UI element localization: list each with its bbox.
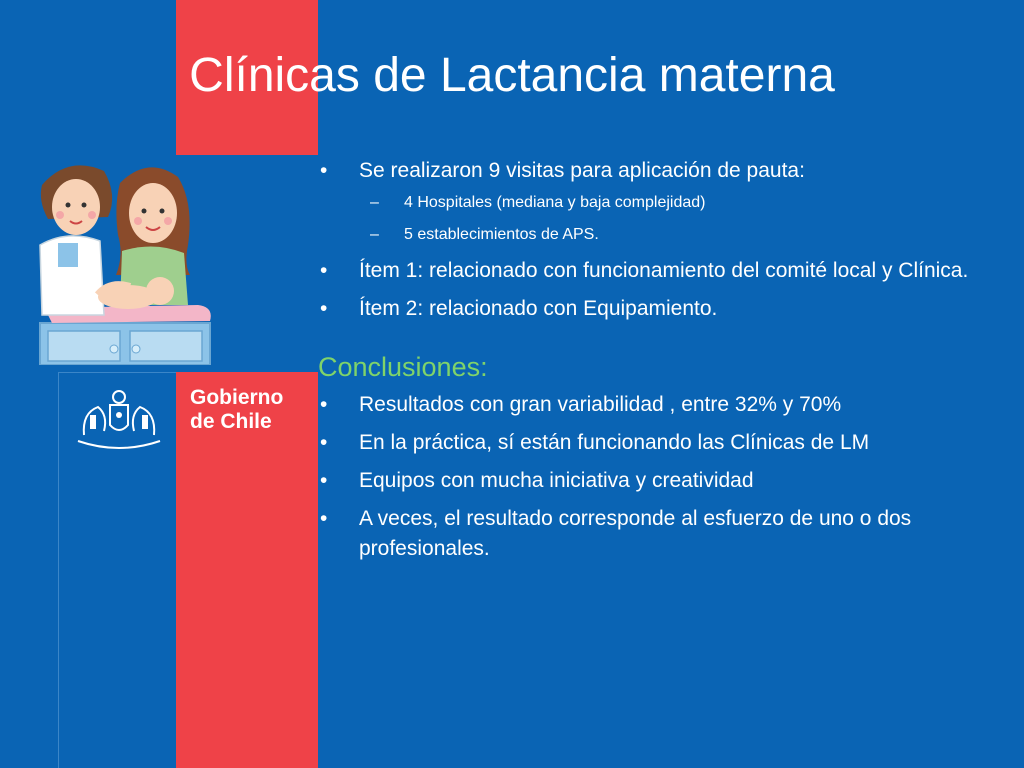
bullet-dot: • (320, 507, 328, 530)
bullet-dot: • (320, 431, 328, 454)
bullet-dot: • (320, 297, 328, 320)
bullet-dot: • (320, 393, 328, 416)
conclusion-item (318, 428, 1008, 458)
bullet-text: Ítem 1: relacionado con funcionamiento del comité local y Clínica. (359, 259, 969, 282)
conclusion-text: Equipos con mucha iniciativa y creatividad (359, 469, 754, 492)
bullet-item (318, 256, 1008, 286)
sub-bullet-item (318, 192, 1008, 214)
sub-bullet-text: 4 Hospitales (mediana y baja complejidad) (404, 194, 706, 211)
sub-bullet-list (318, 192, 1008, 246)
bullet-text: Se realizaron 9 visitas para aplicación de pauta: (359, 159, 805, 182)
conclusion-item (318, 390, 1008, 420)
sub-bullet-dash: – (370, 226, 379, 243)
gobierno-de-chile-logo (190, 386, 283, 434)
slide-title: Clínicas de Lactancia materna (189, 49, 835, 102)
bullet-item (318, 294, 1008, 324)
sub-bullet-text: 5 establecimientos de APS. (404, 226, 599, 243)
sub-bullet-dash: – (370, 194, 379, 211)
conclusion-text: A veces, el resultado corresponde al esfuerzo de uno o dos profesionales. (359, 507, 912, 560)
bullet-dot: • (320, 159, 328, 182)
coat-of-arms-icon (70, 385, 168, 455)
nurse-mother-baby-illustration (38, 155, 218, 365)
logo-line-1: Gobierno (190, 386, 284, 409)
conclusion-item (318, 504, 1008, 564)
bullet-item (318, 156, 1008, 186)
bullet-dot: • (320, 259, 328, 282)
conclusions-heading: Conclusiones: (318, 352, 488, 382)
conclusion-item (318, 466, 1008, 496)
conclusion-text: Resultados con gran variabilidad , entre 32% y 70% (359, 393, 842, 416)
logo-line-2: de Chile (190, 410, 272, 433)
bullet-dot: • (320, 469, 328, 492)
bullet-text: Ítem 2: relacionado con Equipamiento. (359, 297, 718, 320)
sub-bullet-item (318, 224, 1008, 246)
slide-content (318, 156, 1008, 572)
conclusion-text: En la práctica, sí están funcionando las Clínicas de LM (359, 431, 870, 454)
